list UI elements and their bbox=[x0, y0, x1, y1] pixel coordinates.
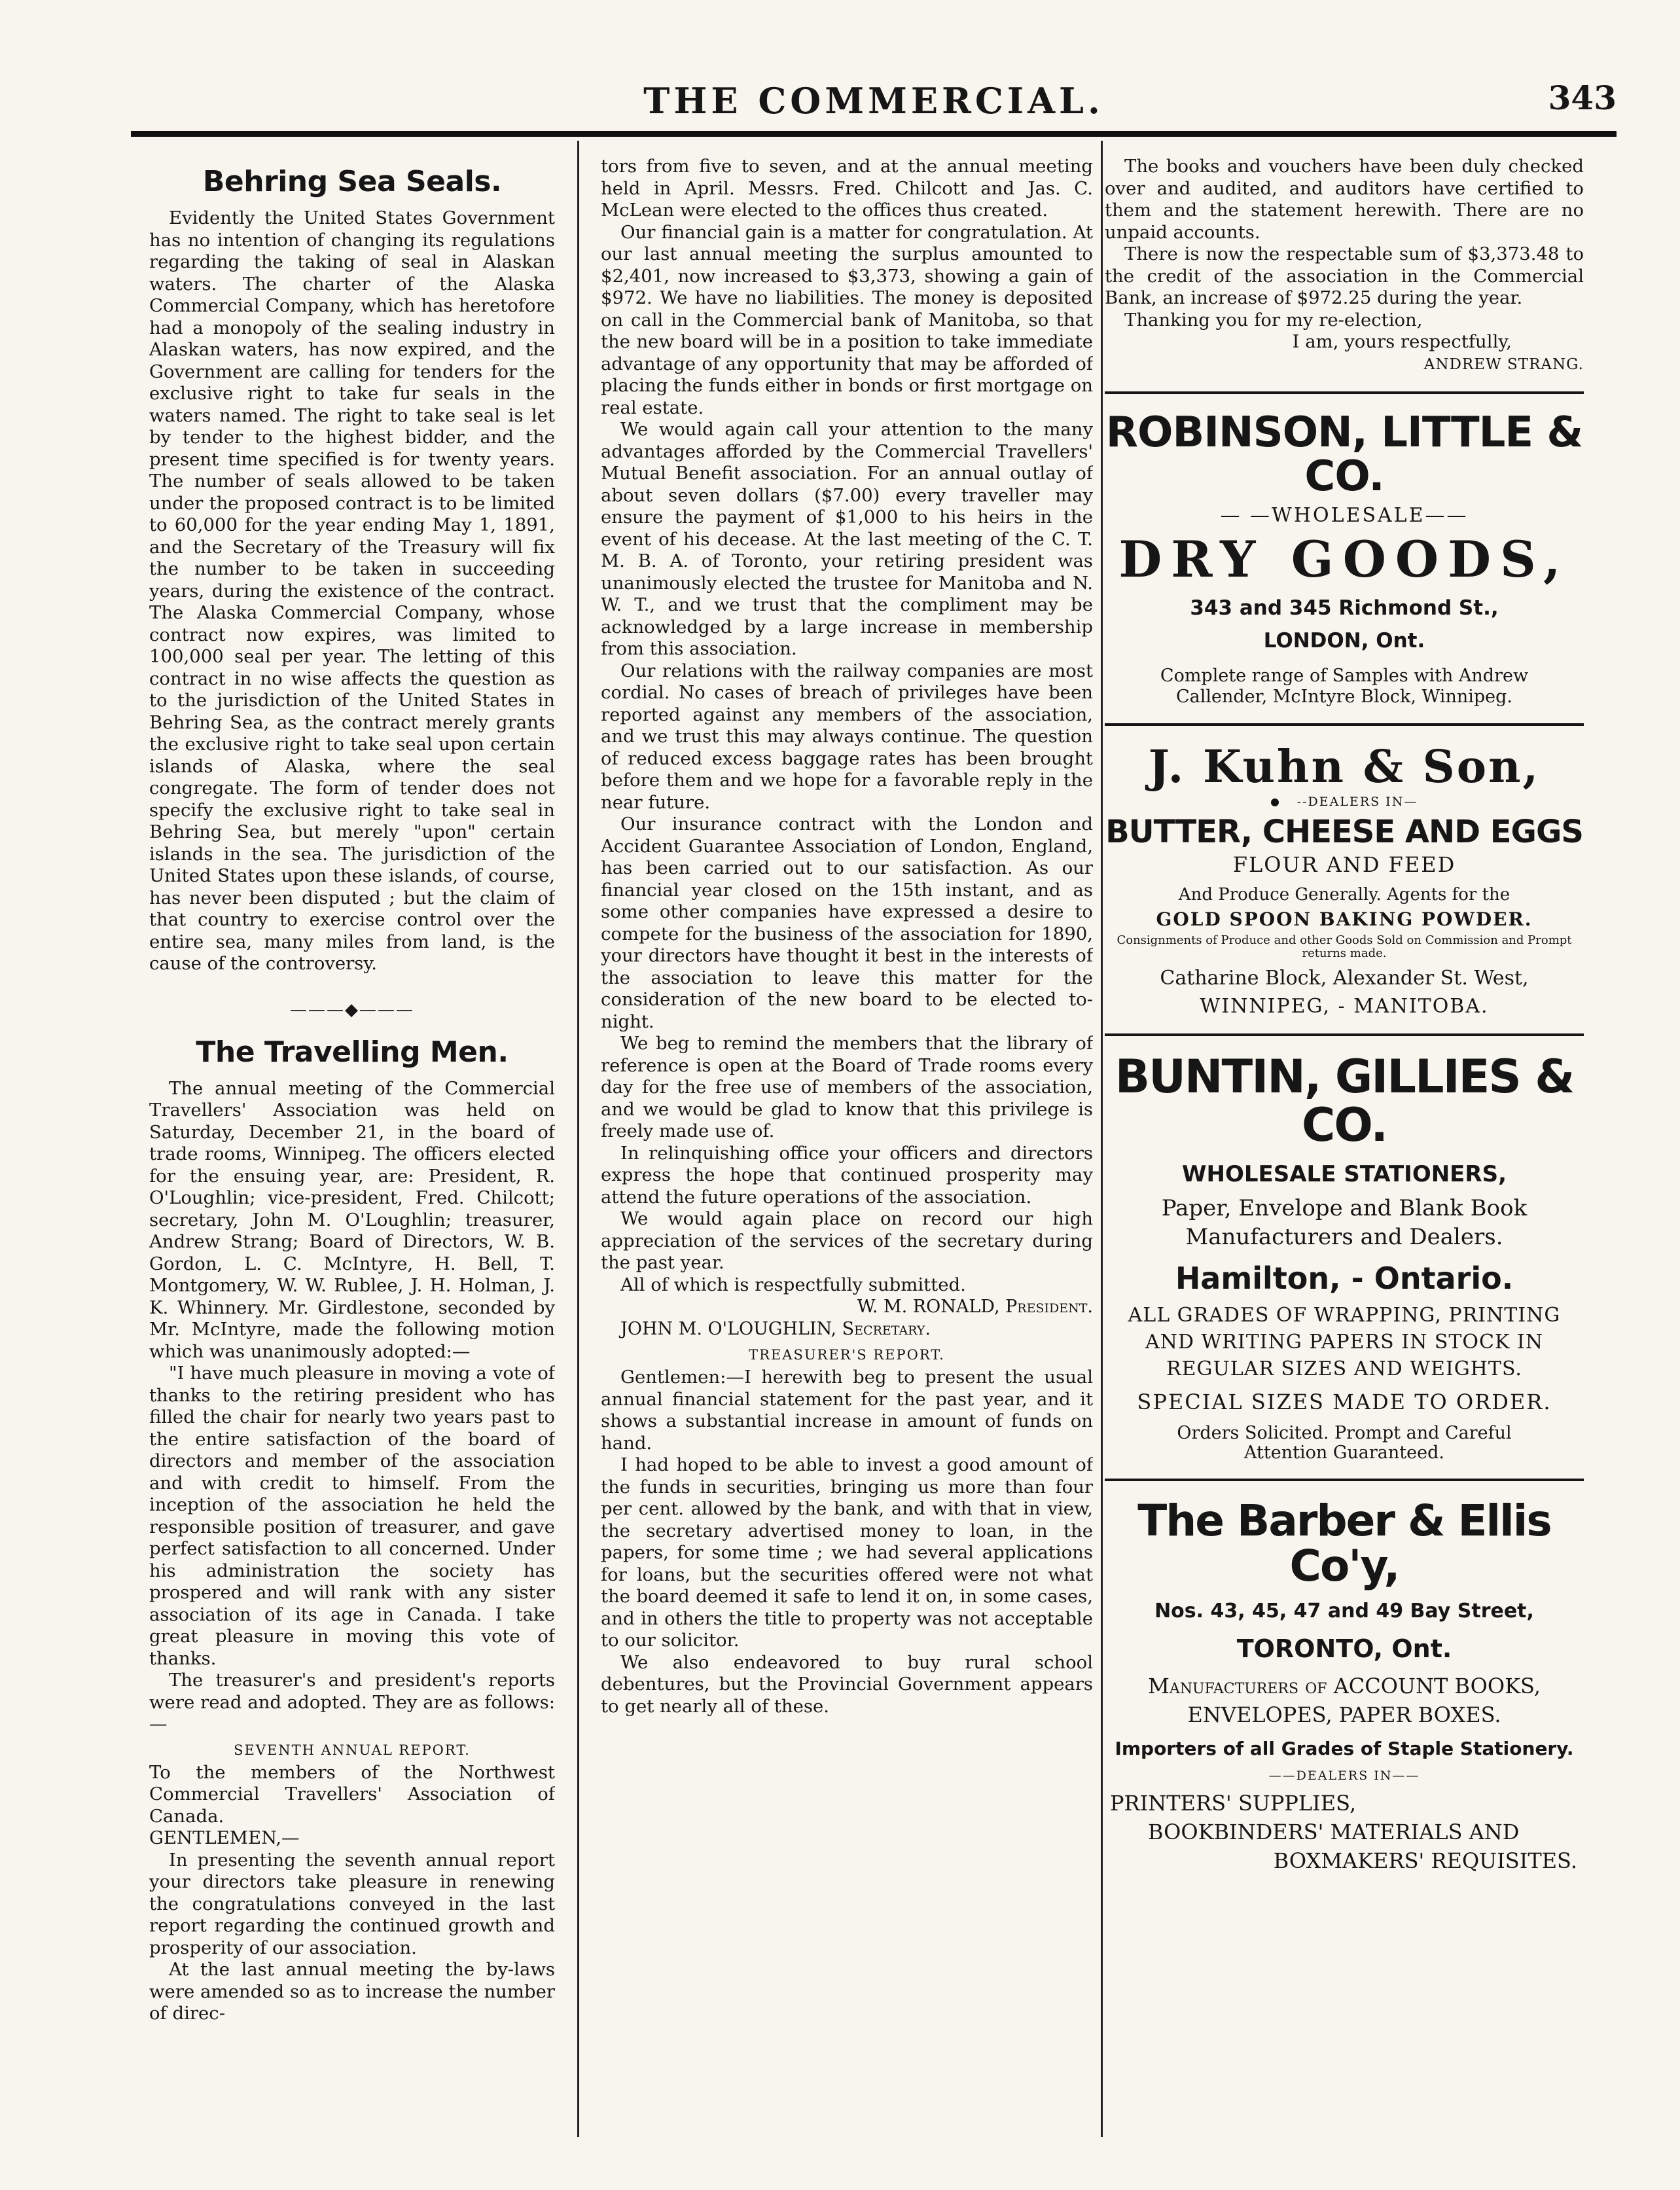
column-divider bbox=[1101, 141, 1103, 2137]
article-paragraph: Thanking you for my re-election, bbox=[1124, 309, 1423, 331]
ad-address: Catharine Block, Alexander St. West, bbox=[1160, 967, 1529, 990]
ad-rule bbox=[1105, 1479, 1584, 1481]
ad-line: Paper, Envelope and Blank Book bbox=[1161, 1195, 1528, 1222]
ad-item: BOXMAKERS' REQUISITES. bbox=[1273, 1848, 1577, 1873]
ad-tagline: WHOLESALE STATIONERS, bbox=[1181, 1161, 1507, 1188]
article-paragraph: I had hoped to be able to invest a good amount of the funds in securities, bringing us more than four per cent. allowed by the bank, and with that in view, the secretary advertised money to loan, in the papers, for some time ; we had several applications for loans, but the securities offered were not what the board deemed it safe to lend it on, in some cases, and in others the title to property was not acceptable to our solicitor. bbox=[601, 1454, 1093, 1651]
ad-rule bbox=[1105, 723, 1584, 726]
ad-note: Complete range of Samples with Andrew Callender, McIntyre Block, Winnipeg. bbox=[1160, 665, 1529, 707]
ad-tagline: --DEALERS IN— bbox=[1296, 794, 1418, 809]
column-3 bbox=[1105, 156, 1584, 2159]
publication-title: THE COMMERCIAL. bbox=[643, 80, 1104, 122]
article-paragraph: All of which is respectfully submitted. bbox=[620, 1274, 966, 1295]
ad-item: PRINTERS' SUPPLIES, bbox=[1110, 1790, 1357, 1816]
header-rule bbox=[131, 131, 1617, 137]
ad-special: SPECIAL SIZES MADE TO ORDER. bbox=[1137, 1390, 1552, 1415]
ad-consign: Consignments of Produce and other Goods Sold on Commission and Prompt returns made. bbox=[1117, 933, 1572, 961]
ad-grades: ALL GRADES OF WRAPPING, PRINTING bbox=[1128, 1304, 1561, 1327]
ad-j-kuhn bbox=[1105, 740, 1584, 1018]
article-heading-behring: Behring Sea Seals. bbox=[202, 165, 502, 198]
report-address: To the members of the Northwest Commercial Travellers' Association of Canada. bbox=[149, 1761, 555, 1827]
column-1 bbox=[149, 156, 555, 2139]
ad-company-name: The Barber & Ellis Co'y, bbox=[1137, 1496, 1551, 1592]
ad-rule bbox=[1105, 1033, 1584, 1036]
article-paragraph: The annual meeting of the Commercial Travellers' Association was held on Saturday, December 21, in the board of trade rooms, Winnipeg. The officers elected for the ensuing year, are: President, R. O'Loughlin; vice-president, Fred. Chilcott; secretary, John M. O'Loughlin; treasurer, Andrew Strang; Board of Directors, W. B. Gordon, L. C. McIntyre, H. Bell, T. Montgomery, W. W. Rublee, J. H. Holman, J. K. Whinnery. Mr. Girdlestone, seconded by Mr. McIntyre, made the following motion which was unanimously adopted:— bbox=[149, 1077, 555, 1362]
page-number: 343 bbox=[1548, 79, 1617, 117]
ad-tagline: — —WHOLESALE—— bbox=[1220, 503, 1469, 527]
ad-city: TORONTO, Ont. bbox=[1236, 1634, 1452, 1663]
ad-brand: GOLD SPOON BAKING POWDER. bbox=[1156, 908, 1533, 931]
ad-line: Manufacturers and Dealers. bbox=[1185, 1224, 1503, 1251]
article-paragraph: The treasurer's and president's reports were read and adopted. They are as follows:— bbox=[149, 1670, 555, 1734]
ad-company-name: J. Kuhn & Son, bbox=[1148, 740, 1541, 793]
ad-product: BUTTER, CHEESE AND EGGS bbox=[1105, 813, 1583, 850]
ad-city: WINNIPEG, - MANITOBA. bbox=[1200, 995, 1489, 1018]
ad-line: ENVELOPES, PAPER BOXES. bbox=[1187, 1702, 1501, 1727]
article-paragraph: We also endeavored to buy rural school debentures, but the Provincial Government appears to get nearly all of these. bbox=[601, 1651, 1093, 1717]
section-divider: ———◆——— bbox=[290, 999, 414, 1020]
ad-orders: Orders Solicited. Prompt and Careful Attention Guaranteed. bbox=[1177, 1423, 1512, 1463]
article-paragraph: Our insurance contract with the London and Accident Guarantee Association of London, England, has been carried out to our satisfaction. As our financial year closed on the 15th instant, and as some other companies have expressed a desire to compete for the business of the association for 1890, your directors have thought it best in the interests of the association to leave this matter for the consideration of the new board to be elected to-night. bbox=[601, 814, 1093, 1032]
signature-treasurer: ANDREW STRANG. bbox=[1423, 355, 1584, 373]
ad-robinson-little bbox=[1105, 408, 1584, 708]
ad-address: 343 and 345 Richmond St., bbox=[1190, 596, 1499, 620]
ad-city: LONDON, Ont. bbox=[1263, 628, 1425, 653]
signature-secretary: JOHN M. O'LOUGHLIN, Secretary. bbox=[620, 1319, 931, 1339]
ad-importers: Importers of all Grades of Staple Stationery. bbox=[1115, 1737, 1574, 1759]
ad-company-name: BUNTIN, GILLIES & CO. bbox=[1115, 1050, 1574, 1152]
article-paragraph: In relinquishing office your officers and directors express the hope that continued prosperity may attend the future operations of the association. bbox=[601, 1142, 1093, 1208]
article-body: Evidently the United States Government has no intention of changing its regulations regarding the taking of seal in Alaskan waters. The charter of the Alaska Commercial Company, which has heretofore had a monopoly of the sealing industry in Alaskan waters, has now expired, and the Government are calling for tenders for the exclusive right to take fur seals in the waters named. The right to take seal is let by tender to the highest bidder, and the present time specified is for twenty years. The number of seals allowed to be taken under the proposed contract is to be limited to 60,000 for the year ending May 1, 1891, and the Secretary of the Treasury will fix the number to be taken in succeeding years, during the existence of the contract. The Alaska Commercial Company, whose contract now expires, was limited to 100,000 seal per year. The letting of this contract in no wise affects the question as to the jurisdiction of the United States in Behring Sea, as the contract merely grants the exclusive right to take seal upon certain islands of Alaska, where the seal congregate. The form of tender does not specify the exclusive right to take seal in Behring Sea, but merely "upon" certain islands in the sea. The jurisdiction of the United States upon these islands, of course, has never been disputed ; but the claim of that country to exercise control over the entire sea, many miles from land, is the cause of the controversy. bbox=[149, 207, 555, 974]
article-paragraph: At the last annual meeting the by-laws were amended so as to increase the number of direc- bbox=[149, 1959, 555, 2024]
treasurer-heading: TREASURER'S REPORT. bbox=[749, 1347, 945, 1363]
ad-grades: REGULAR SIZES AND WEIGHTS. bbox=[1166, 1357, 1522, 1381]
column-divider bbox=[577, 141, 579, 2137]
ad-item: BOOKBINDERS' MATERIALS AND bbox=[1148, 1819, 1520, 1844]
ad-subproduct: FLOUR AND FEED bbox=[1232, 852, 1456, 878]
article-paragraph: Our relations with the railway companies are most cordial. No cases of breach of privileges have been reported against any members of the association, and we trust this may always continue. The question of reduced excess baggage rates has been brought before them and we hope for a favorable reply in the near future. bbox=[601, 660, 1093, 813]
ad-company-name: ROBINSON, LITTLE & CO. bbox=[1105, 408, 1583, 501]
ad-address: Nos. 43, 45, 47 and 49 Bay Street, bbox=[1154, 1599, 1534, 1623]
article-paragraph: Our financial gain is a matter for congratulation. At our last annual meeting the surplus amounted to $2,401, now increased to $3,373, showing a gain of $972. We have no liabilities. The money is deposited on call in the Commercial bank of Manitoba, so that the new board will be in a position to take immediate advantage of any opportunity that may be afforded of placing the funds either in bonds or first mortgage on real estate. bbox=[601, 221, 1093, 418]
ad-barber-ellis bbox=[1105, 1498, 1584, 1873]
ad-grades: AND WRITING PAPERS IN STOCK IN bbox=[1145, 1331, 1544, 1354]
article-paragraph: tors from five to seven, and at the annual meeting held in April. Messrs. Fred. Chilcott and Jas. C. McLean were elected to the offices thus created. bbox=[601, 156, 1093, 221]
article-paragraph: In presenting the seventh annual report your directors take pleasure in renewing the congratulations conveyed in the last report regarding the continued growth and prosperity of our association. bbox=[149, 1849, 555, 1958]
article-paragraph: Gentlemen:—I herewith beg to present the usual annual financial statement for the past year, and it shows a substantial increase in amount of funds on hand. bbox=[601, 1367, 1093, 1454]
signature-president: W. M. RONALD, President. bbox=[857, 1297, 1093, 1317]
ad-buntin-gillies bbox=[1105, 1050, 1584, 1463]
article-paragraph: We would again place on record our high appreciation of the services of the secretary during the past year. bbox=[601, 1208, 1093, 1273]
article-paragraph: We beg to remind the members that the library of reference is open at the Board of Trade rooms every day for the free use of members of the association, and we would be glad to know that this privilege is freely made use of. bbox=[601, 1033, 1093, 1141]
article-heading-travelling: The Travelling Men. bbox=[196, 1035, 509, 1069]
ad-product: DRY GOODS, bbox=[1118, 530, 1570, 588]
article-paragraph: We would again call your attention to the many advantages afforded by the Commercial Travellers' Mutual Benefit association. For an annual outlay of about seven dollars ($7.00) every traveller may ensure the payment of $1,000 to his heirs in the event of his decease. At the last meeting of the C. T. M. B. A. of Toronto, your retiring president was unanimously elected the trustee for Manitoba and N. W. T., and we trust that the compliment may be acknowledged by a large increase in membership from this association. bbox=[601, 419, 1093, 659]
column-2 bbox=[601, 156, 1093, 2139]
ad-rule bbox=[1105, 391, 1584, 394]
ad-tagline: ——DEALERS IN—— bbox=[1268, 1768, 1420, 1783]
ad-produce: And Produce Generally. Agents for the bbox=[1178, 885, 1510, 905]
closing: I am, yours respectfully, bbox=[1292, 331, 1512, 352]
report-heading: SEVENTH ANNUAL REPORT. bbox=[234, 1742, 471, 1758]
ad-city: Hamilton, - Ontario. bbox=[1175, 1261, 1514, 1297]
article-paragraph: The books and vouchers have been duly checked over and audited, and auditors have certified to them and the statement herewith. There are no unpaid accounts. bbox=[1105, 156, 1584, 243]
masthead bbox=[131, 73, 1617, 132]
article-paragraph: "I have much pleasure in moving a vote of thanks to the retiring president who has filled the chair for nearly two years past to the entire satisfaction of the board of directors and member of the association and with credit to himself. From the inception of the association he held the responsible position of treasurer, and gave perfect satisfaction to all concerned. Under his administration the society has prospered and will rank with any sister association of its age in Canada. I take great pleasure in moving this vote of thanks. bbox=[149, 1363, 555, 1669]
report-salutation: GENTLEMEN,— bbox=[149, 1827, 300, 1848]
article-paragraph: There is now the respectable sum of $3,373.48 to the credit of the association in the Commercial Bank, an increase of $972.25 during the year. bbox=[1105, 243, 1584, 308]
ad-line: Manufacturers of ACCOUNT BOOKS, bbox=[1148, 1673, 1541, 1698]
bullet-icon bbox=[1271, 799, 1279, 806]
